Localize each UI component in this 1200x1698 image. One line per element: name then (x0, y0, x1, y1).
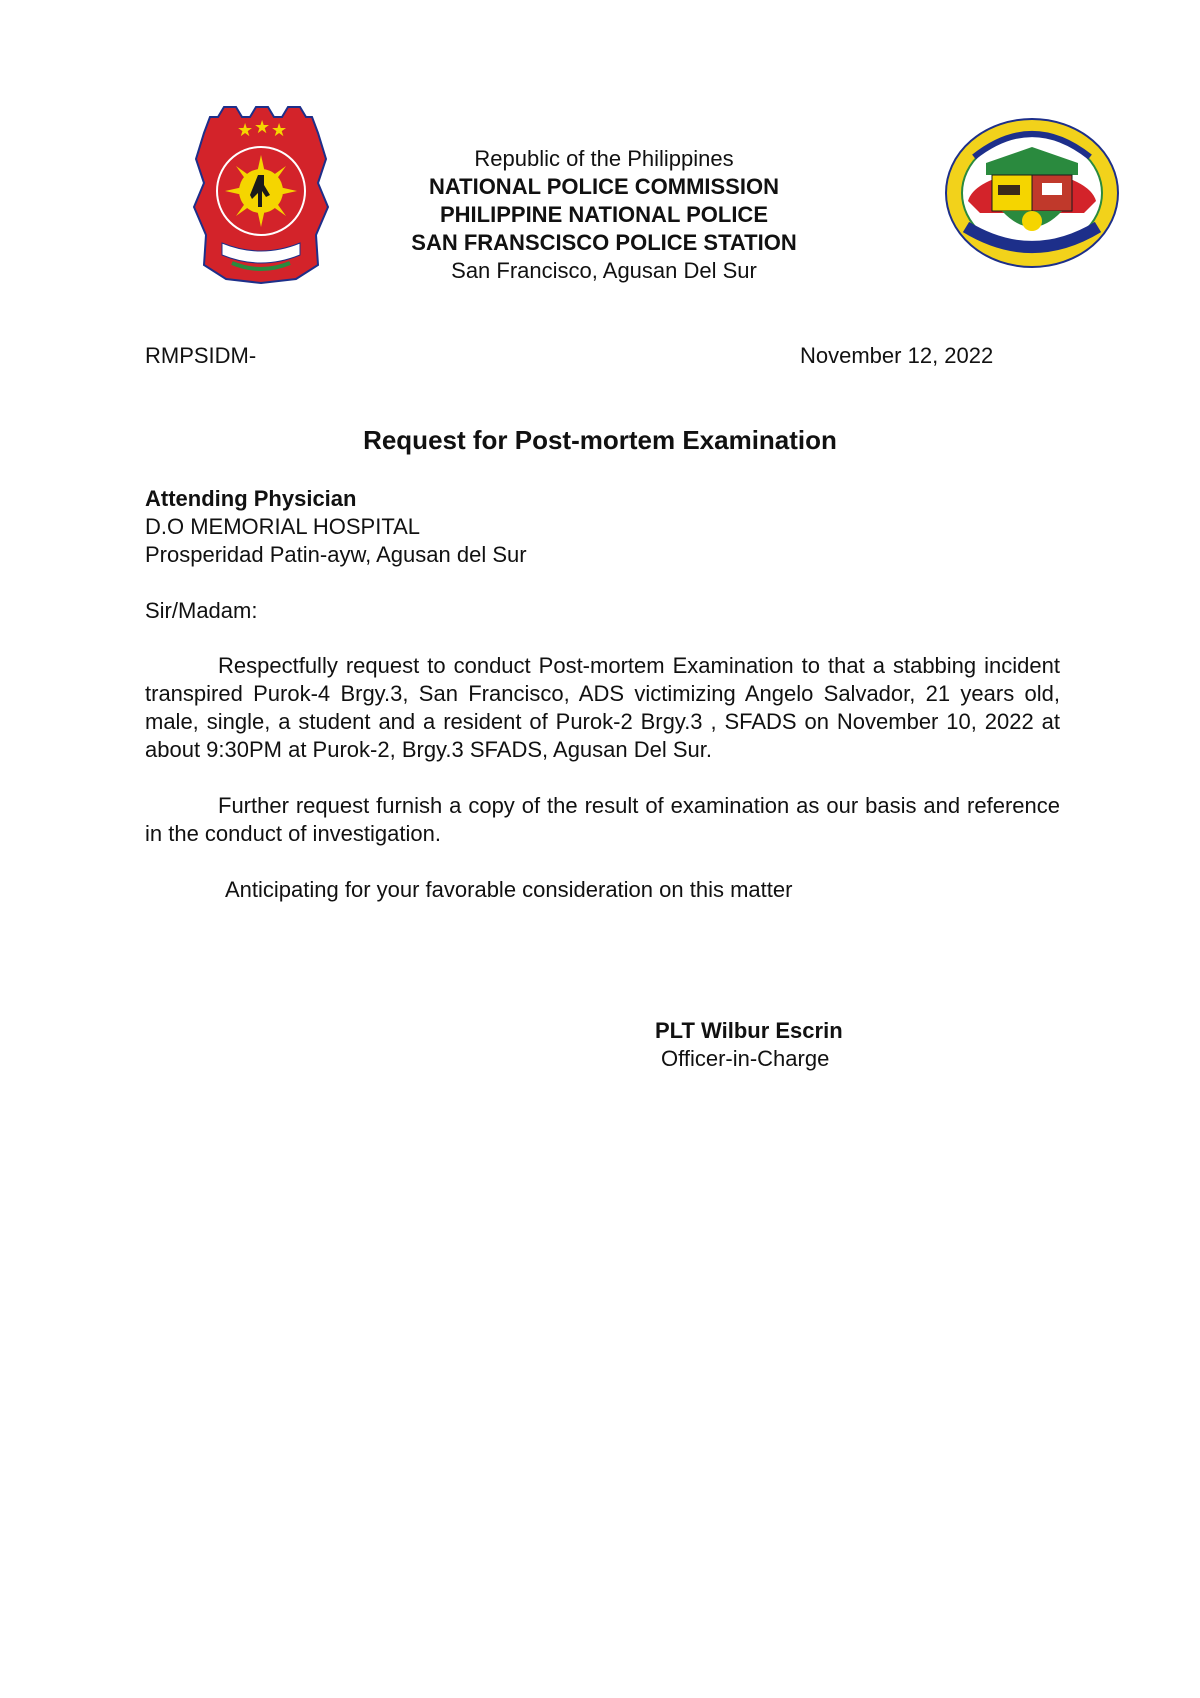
paragraph-text: Respectfully request to conduct Post-mortem Examination to that a stabbing incident transpired Purok-4 Brgy.3, San Francisco, ADS victimizing Angelo Salvador, 21 years old, male, single, a student and a resident of Purok-2 Brgy.3 , SFADS on November 10, 2022 at about 9:30PM at Purok-2, Brgy.3 SFADS, Agusan Del Sur. (145, 653, 1060, 762)
paragraph-text: Anticipating for your favorable consideration on this matter (225, 877, 793, 902)
signatory-position: Officer-in-Charge (661, 1046, 830, 1071)
addressee-block (145, 485, 527, 569)
letter-date: November 12, 2022 (800, 343, 994, 368)
letterhead-line-napolcom: NATIONAL POLICE COMMISSION (429, 174, 779, 199)
addressee-line-1: D.O MEMORIAL HOSPITAL (145, 514, 421, 539)
body-paragraph-2 (145, 792, 1060, 848)
reference-number: RMPSIDM- (145, 343, 257, 368)
san-francisco-police-seal-icon (944, 117, 1120, 269)
letterhead (300, 145, 908, 285)
svg-text:★: ★ (237, 120, 254, 141)
addressee-line-2: Prosperidad Patin-ayw, Agusan del Sur (145, 542, 527, 567)
letterhead-line-republic: Republic of the Philippines (474, 146, 734, 171)
signatory-name: PLT Wilbur Escrin (655, 1018, 843, 1043)
body-paragraph-1 (145, 652, 1060, 764)
letterhead-line-station: SAN FRANSCISCO POLICE STATION (411, 230, 797, 255)
letterhead-line-pnp: PHILIPPINE NATIONAL POLICE (440, 202, 768, 227)
salutation: Sir/Madam: (145, 598, 258, 623)
body-paragraph-3 (145, 876, 1060, 904)
addressee-title: Attending Physician (145, 486, 357, 511)
paragraph-text: Further request furnish a copy of the result of examination as our basis and reference in the conduct of investigation. (145, 793, 1060, 846)
svg-text:★: ★ (271, 120, 288, 141)
letter-title: Request for Post-mortem Examination (363, 425, 837, 455)
svg-text:★: ★ (254, 117, 271, 138)
letterhead-line-location: San Francisco, Agusan Del Sur (451, 258, 757, 283)
